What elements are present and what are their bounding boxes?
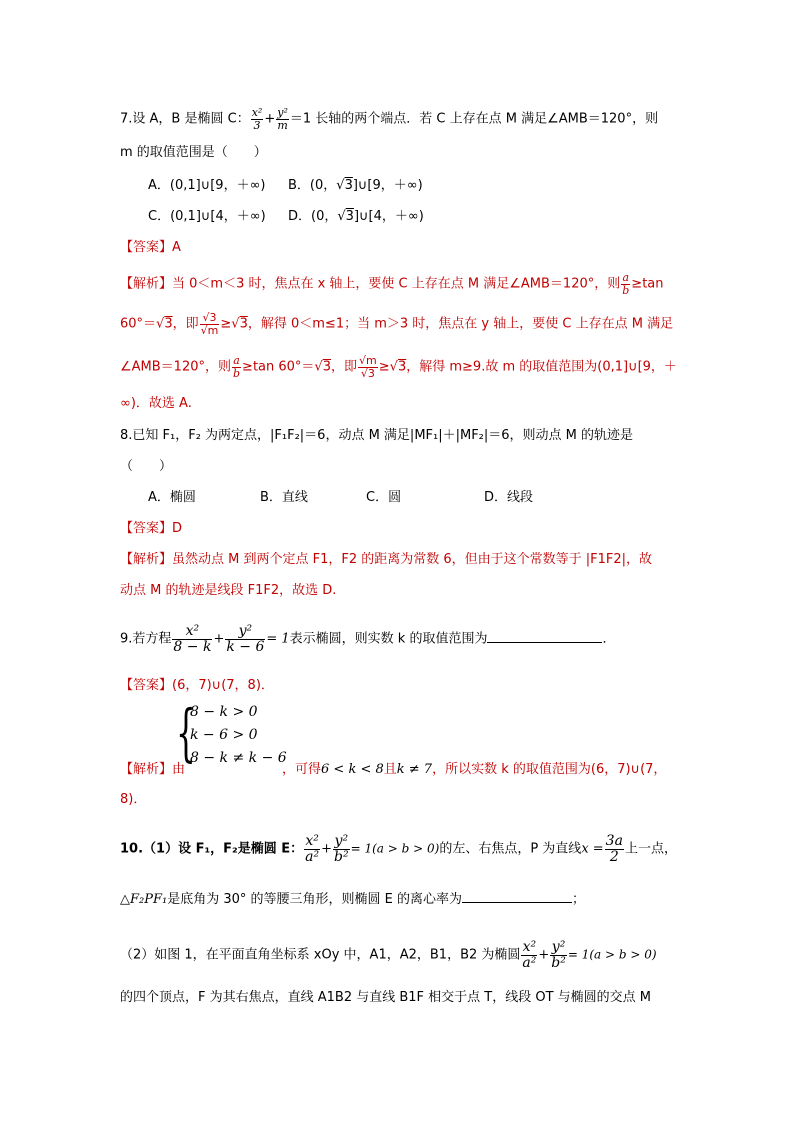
q8-stem-line1: 8.已知 F₁，F₂ 为两定点，|F₁F₂|＝6，动点 M 满足|MF₁|＋|MF₂|＝6，则动点 M 的轨迹是 bbox=[120, 428, 634, 443]
q9-explanation-line1: ，可得6 < k < 8且k ≠ 7，所以实数 k 的取值范围为(6，7)∪(7， bbox=[282, 762, 667, 777]
q7-option-d: D．(0，√3]∪[4，＋∞) bbox=[288, 209, 424, 224]
q9-stem: 9.若方程 $\frac{\text{x²}}{8 - k}$ + $\frac{\text{y²}}{k - 6}$ = 1表示椭圆，则实数 k 的取值范围为 ． bbox=[120, 623, 616, 655]
q8-explanation-line1: 【解析】虽然动点 M 到两个定点 F1，F2 的距离为常数 6，但由于这个常数等于 |F1F2|，故 bbox=[120, 552, 653, 567]
q7-explanation-line1: 【解析】当 0＜m＜3 时，焦点在 x 轴上，要使 C 上存在点 M 满足∠AMB＝120°，则 $\frac{a}{b}$ ≥tan bbox=[120, 271, 664, 297]
q7-explanation-line4: ∞)．故选 A. bbox=[120, 396, 192, 411]
left-brace: { bbox=[176, 696, 196, 769]
q9-answer: 【答案】(6，7)∪(7，8)． bbox=[120, 678, 274, 693]
q9-explanation-label: 【解析】由 bbox=[120, 762, 186, 777]
q9-answer-blank bbox=[487, 630, 602, 643]
q10-part1-line2: △F₂PF₁是底角为 30° 的等腰三角形，则椭圆 E 的离心率为 ； bbox=[120, 892, 586, 907]
q7-option-a: A．(0,1]∪[9，＋∞) bbox=[148, 178, 266, 193]
q7-explanation-line2: 60°＝√3，即 $\frac{√3}{√m}$ ≥√3，解得 0＜m≤1；当 m＞3 时，焦点在 y 轴上，要使 C 上存在点 M 满足 bbox=[120, 311, 674, 337]
q8-answer: 【答案】D bbox=[120, 521, 183, 536]
system-row-2: k − 6 > 0 bbox=[190, 727, 258, 743]
q7-answer: 【答案】A bbox=[120, 240, 181, 255]
q7-option-c: C．(0,1]∪[4，＋∞) bbox=[148, 209, 266, 224]
q8-stem-line2: （ ） bbox=[120, 459, 173, 474]
system-row-1: 8 − k > 0 bbox=[190, 704, 258, 720]
q10-part2-line2: 的四个顶点，F 为其右焦点，直线 A1B2 与直线 B1F 相交于点 T，线段 OT 与椭圆的交点 M bbox=[120, 990, 652, 1005]
q8-option-a: A．椭圆 bbox=[148, 490, 196, 505]
system-row-3: 8 − k ≠ k − 6 bbox=[190, 750, 287, 766]
q10-part1-line1: 10.（1）设 F₁，F₂是椭圆 E： $\frac{\text{x²}}{\text{a²}}$ + $\frac{\text{y²}}{\text{b²}}$ = 1(a > b > 0)的左、右焦点，P 为直线x = $\frac{3a}{2}$ 上一点， bbox=[120, 833, 677, 865]
q7-option-b: B．(0，√3]∪[9，＋∞) bbox=[288, 178, 423, 193]
q7-stem-line1: 7.设 A，B 是椭圆 C： $\frac{\text{x²}}{3}$ + $\frac{\text{y²}}{m}$ ＝1 长轴的两个端点．若 C 上存在点 M 满足∠AMB＝120°，则 bbox=[120, 106, 659, 132]
q7-explanation-line3: ∠AMB＝120°，则 $\frac{a}{b}$ ≥tan 60°＝√3，即 $\frac{√m}{√3}$ ≥√3，解得 m≥9.故 m 的取值范围为(0,1]∪[9，＋ bbox=[120, 354, 677, 380]
q8-option-b: B．直线 bbox=[260, 490, 308, 505]
q8-explanation-line2: 动点 M 的轨迹是线段 F1F2，故选 D. bbox=[120, 583, 337, 598]
q10-answer-blank bbox=[462, 890, 572, 903]
q8-option-d: D．线段 bbox=[484, 490, 534, 505]
q10-part2-line1: （2）如图 1，在平面直角坐标系 xOy 中，A1，A2，B1，B2 为椭圆 $\frac{\text{x²}}{\text{a²}}$ + $\frac{\text{y²}}{\text{b²}}$ = 1(a > b > 0) bbox=[120, 939, 657, 971]
q9-explanation-line2: 8)． bbox=[120, 792, 147, 807]
q7-stem-line2: m 的取值范围是（ ） bbox=[120, 145, 267, 160]
q8-option-c: C．圆 bbox=[366, 490, 402, 505]
